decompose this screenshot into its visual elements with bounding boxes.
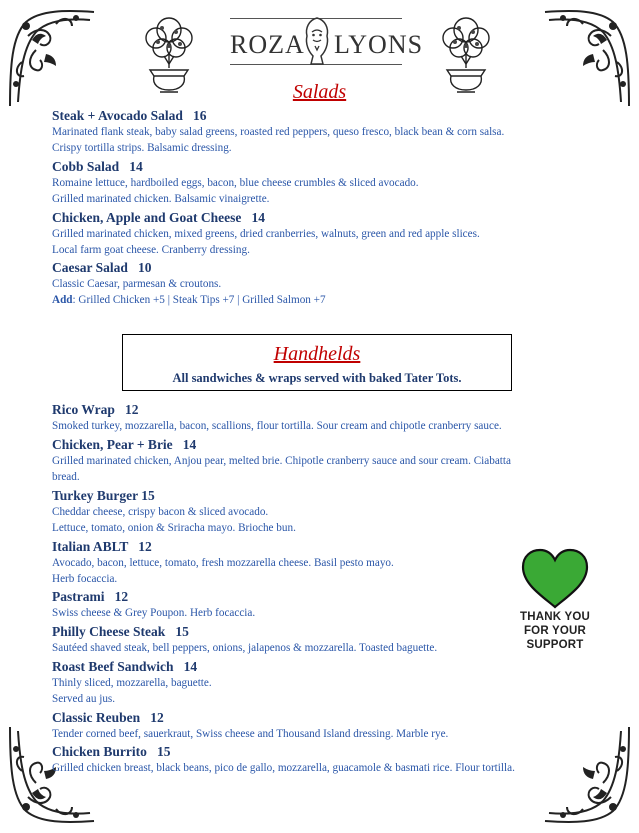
- item-description: Grilled marinated chicken. Balsamic vinaigrette.: [52, 193, 270, 205]
- item-name: Roast Beef Sandwich 14: [52, 659, 198, 674]
- item-name: Chicken, Pear + Brie 14: [52, 437, 197, 452]
- support-text: FOR YOUR SUPPORT: [523, 625, 587, 651]
- menu-item: [52, 210, 592, 258]
- item-description: Grilled marinated chicken, mixed greens, dried cranberries, walnuts, green and red apple slices.: [52, 228, 480, 240]
- item-name: Classic Reuben 12: [52, 710, 164, 725]
- handhelds-header-box: [122, 334, 512, 391]
- item-description: Romaine lettuce, hardboiled eggs, bacon, blue cheese crumbles & sliced avocado.: [52, 177, 419, 189]
- item-description: Classic Caesar, parmesan & croutons.: [52, 278, 222, 290]
- menu-item: [52, 744, 592, 776]
- add-ons-label: Add: [52, 294, 73, 306]
- item-description: Cheddar cheese, crispy bacon & sliced avocado.: [52, 506, 269, 518]
- logo-word-right: LYONS: [334, 30, 424, 59]
- item-description: Tender corned beef, sauerkraut, Swiss cheese and Thousand Island dressing. Marble rye.: [52, 728, 449, 740]
- item-description: Lettuce, tomato, onion & Sriracha mayo. Brioche bun.: [52, 522, 296, 534]
- menu-item: [52, 402, 592, 434]
- menu-item: [52, 488, 592, 536]
- menu-item: [52, 437, 592, 485]
- item-description: Grilled chicken breast, black beans, pico de gallo, mozzarella, guacamole & basmati rice. Flour tortilla.: [52, 762, 515, 774]
- menu-item: [52, 108, 592, 156]
- item-description: Avocado, bacon, lettuce, tomato, fresh mozzarella cheese. Basil pesto mayo.: [52, 557, 394, 569]
- add-ons-text: : Grilled Chicken +5 | Steak Tips +7 | Grilled Salmon +7: [72, 294, 326, 306]
- item-description: Sautéed shaved steak, bell peppers, onions, jalapenos & mozzarella. Toasted baguette.: [52, 642, 438, 654]
- item-name: Chicken Burrito 15: [52, 744, 171, 759]
- item-description: Swiss cheese & Grey Poupon. Herb focaccia.: [52, 607, 256, 619]
- add-ons-line: [52, 292, 592, 308]
- menu-item: [52, 659, 592, 707]
- item-name: Chicken, Apple and Goat Cheese 14: [52, 210, 266, 225]
- item-description: Smoked turkey, mozzarella, bacon, scallions, flour tortilla. Sour cream and chipotle cranberry sauce.: [52, 420, 502, 432]
- thank-you-text: THANK YOU: [520, 611, 590, 623]
- item-description: Herb focaccia.: [52, 573, 118, 585]
- item-name: Turkey Burger 15: [52, 488, 155, 503]
- menu-item: [52, 710, 592, 742]
- handhelds-note: All sandwiches & wraps served with baked Tater Tots.: [172, 371, 462, 385]
- item-description: Local farm goat cheese. Cranberry dressing.: [52, 244, 250, 256]
- item-description: Marinated flank steak, baby salad greens, roasted red peppers, queso fresco, black bean & corn salsa.: [52, 126, 505, 138]
- item-description: Grilled marinated chicken, Anjou pear, melted brie. Chipotle cranberry sauce and sour cream. Ciabatta: [52, 455, 511, 467]
- handhelds-heading: Handhelds: [273, 343, 361, 365]
- menu-item: [52, 159, 592, 207]
- menu-item: [52, 260, 592, 308]
- item-description: Thinly sliced, mozzarella, baguette.: [52, 677, 212, 689]
- lion-crest-icon: [303, 16, 331, 66]
- item-name: Rico Wrap 12: [52, 402, 139, 417]
- restaurant-logo: [226, 14, 424, 70]
- thank-you-badge: [500, 548, 610, 652]
- item-name: Italian ABLT 12: [52, 539, 152, 554]
- item-description: Served au jus.: [52, 693, 116, 705]
- logo-word-left: ROZA: [230, 30, 305, 59]
- item-name: Philly Cheese Steak 15: [52, 624, 189, 639]
- item-description: Crispy tortilla strips. Balsamic dressing.: [52, 142, 232, 154]
- salads-heading: Salads: [292, 81, 347, 103]
- item-name: Caesar Salad 10: [52, 260, 152, 275]
- item-name: Cobb Salad 14: [52, 159, 143, 174]
- item-name: Pastrami 12: [52, 589, 129, 604]
- item-description: bread.: [52, 471, 80, 483]
- heart-icon: [520, 548, 590, 610]
- item-name: Steak + Avocado Salad 16: [52, 108, 207, 123]
